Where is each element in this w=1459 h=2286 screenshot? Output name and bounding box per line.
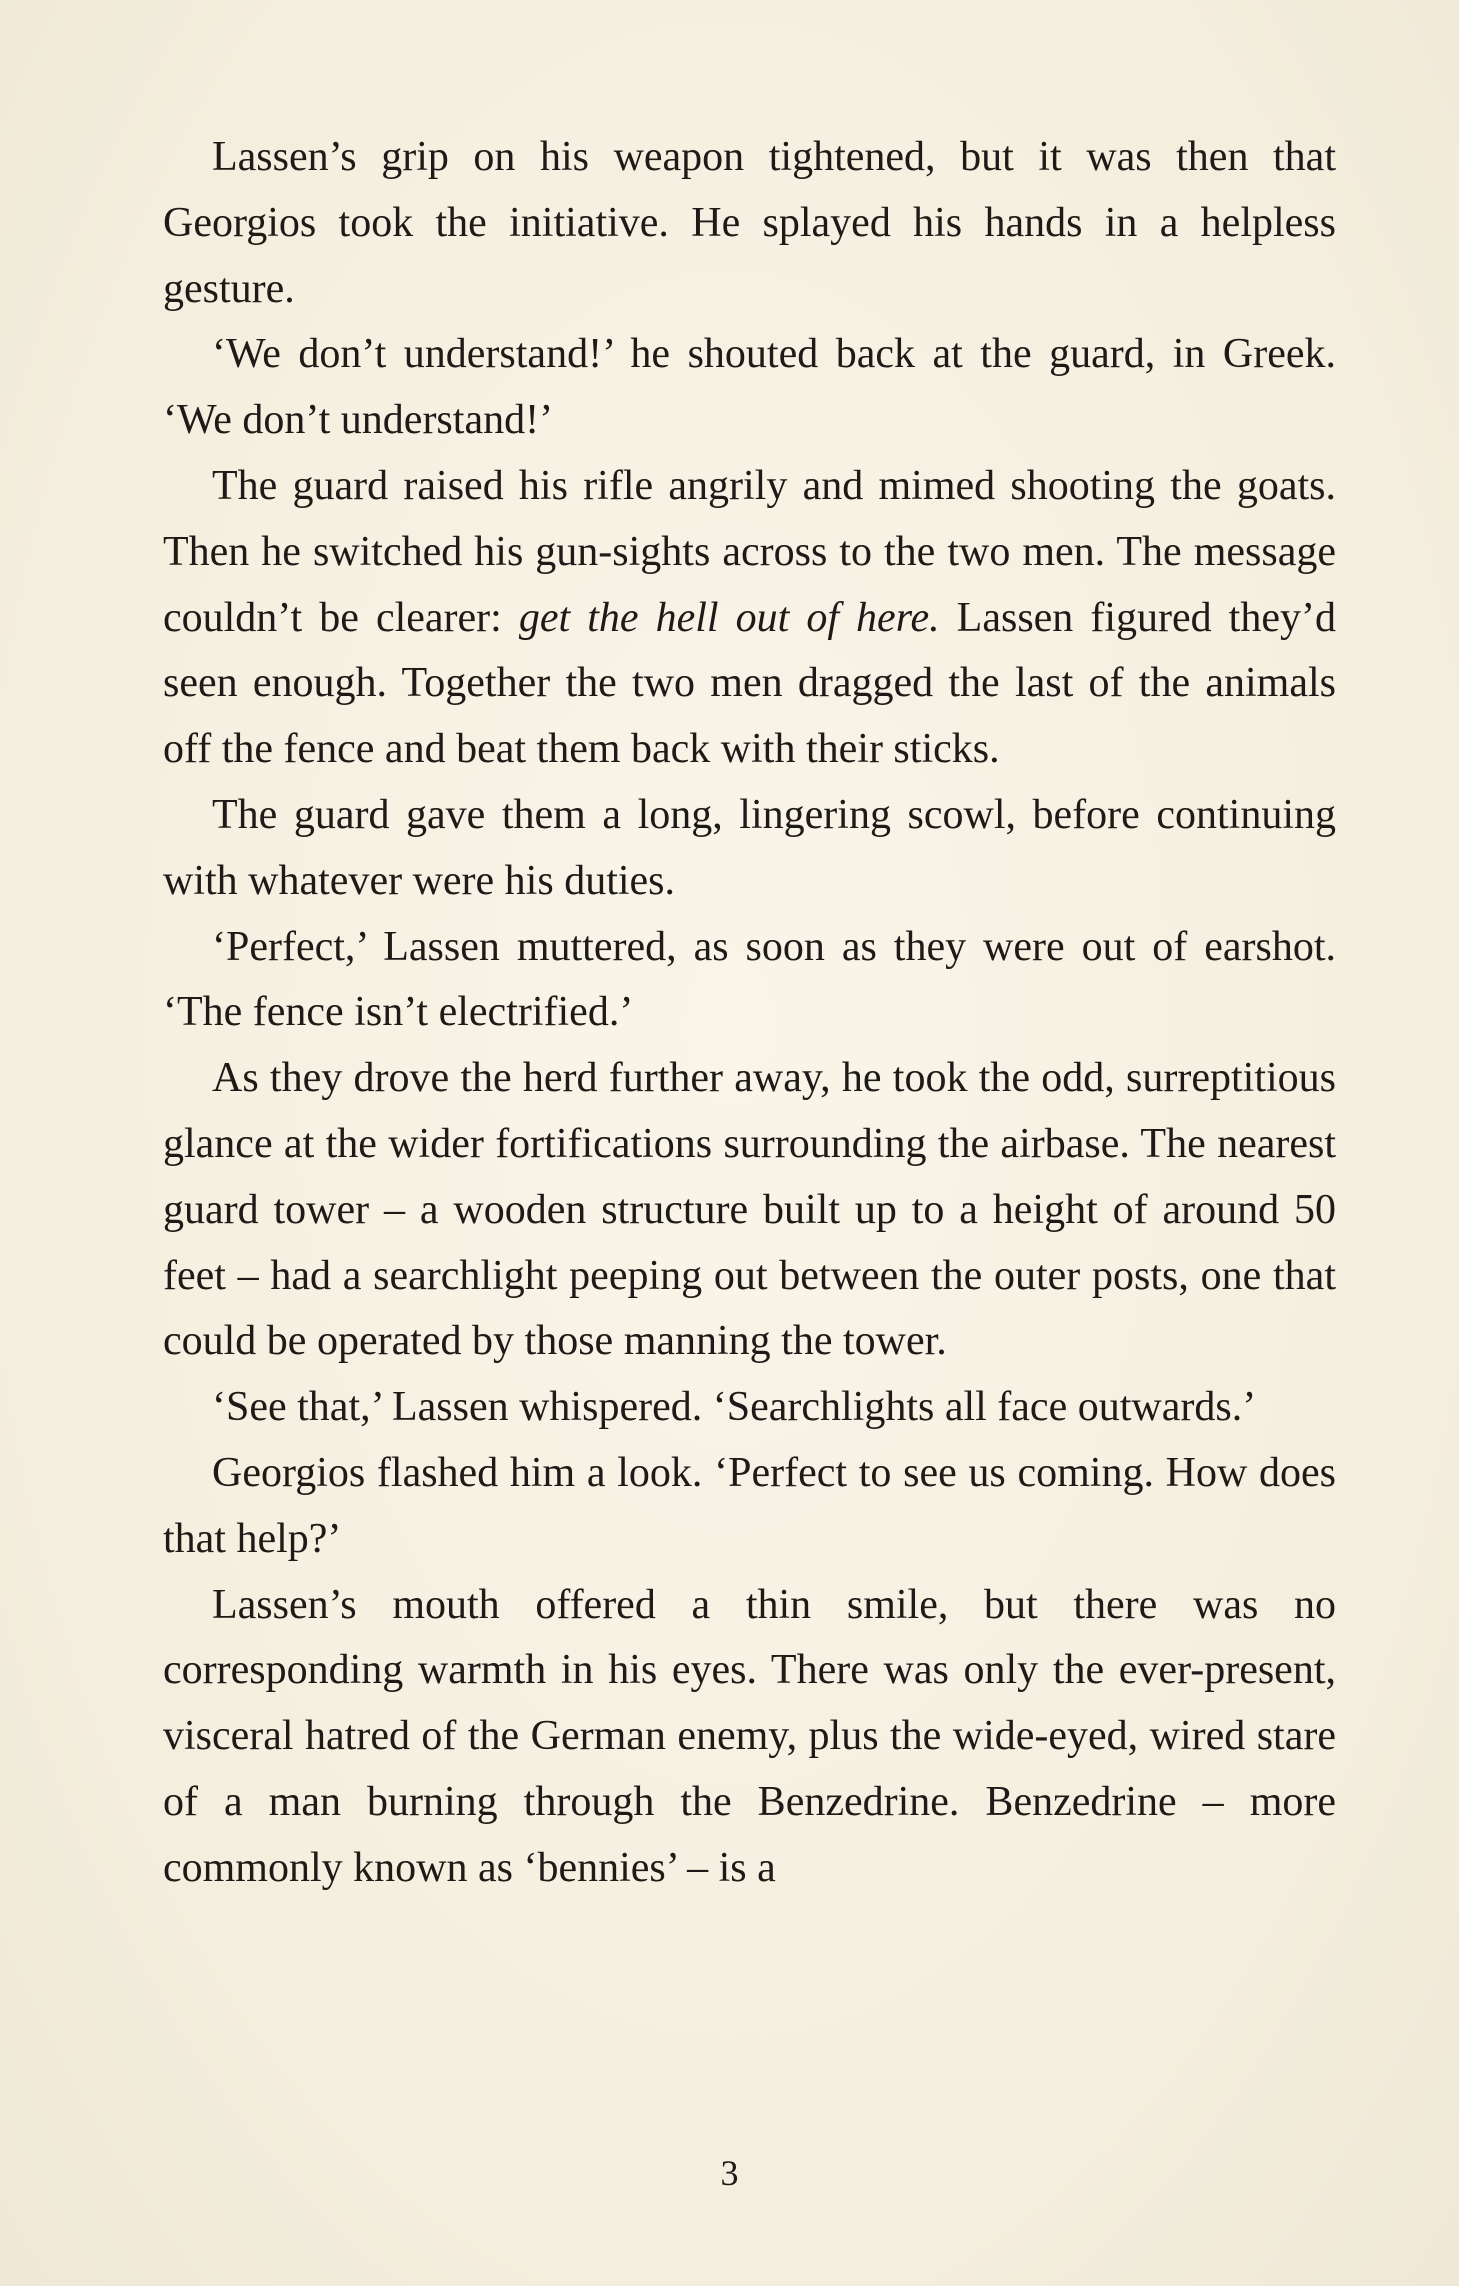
paragraph-4: The guard gave them a long, lingering scowl, before continuing with whatever were his duties.	[163, 791, 1336, 904]
paragraph-1: Lassen’s grip on his weapon tightened, but it was then that Georgios took the initiative. He splayed his hands in a helpless gesture.	[163, 134, 1336, 312]
paragraph-5: ‘Perfect,’ Lassen muttered, as soon as they were out of earshot. ‘The fence isn’t electrified.’	[163, 923, 1336, 1036]
paragraph-3-italic-phrase: get the hell out of here.	[518, 594, 940, 641]
body-text	[163, 125, 1336, 1902]
paragraph-7: ‘See that,’ Lassen whispered. ‘Searchlights all face outwards.’	[212, 1384, 1257, 1431]
paragraph-6: As they drove the herd further away, he took the odd, surreptitious glance at the wider fortifications surrounding the airbase. The nearest guard tower – a wooden structure built up to a height of around 50 feet – had a searchlight peeping out between the outer posts, one that could be operated by those manning the tower.	[163, 1055, 1336, 1365]
paragraph-2: ‘We don’t understand!’ he shouted back at the guard, in Greek. ‘We don’t understand!’	[163, 331, 1336, 444]
paragraph-9: Lassen’s mouth offered a thin smile, but there was no corresponding warmth in his eyes. There was only the ever-present, visceral hatred of the German enemy, plus the wide-eyed, wired stare of a man burning through the Benzedrine. Benzedrine – more commonly known as ‘bennies’ – is a	[163, 1581, 1336, 1891]
page-number: 3	[720, 2153, 739, 2193]
paragraph-8: Georgios flashed him a look. ‘Perfect to see us coming. How does that help?’	[163, 1449, 1336, 1562]
paragraph-3-start: The guard raised his rifle angrily and mimed shooting the goats. Then he switched his gun-sights across to the two men. The message couldn’t be clearer:	[163, 462, 1336, 641]
paragraph-3	[163, 454, 1336, 783]
paragraph-3-end: Lassen figured they’d seen enough. Together the two men dragged the last of the animals off the fence and beat them back with their sticks.	[163, 594, 1336, 773]
